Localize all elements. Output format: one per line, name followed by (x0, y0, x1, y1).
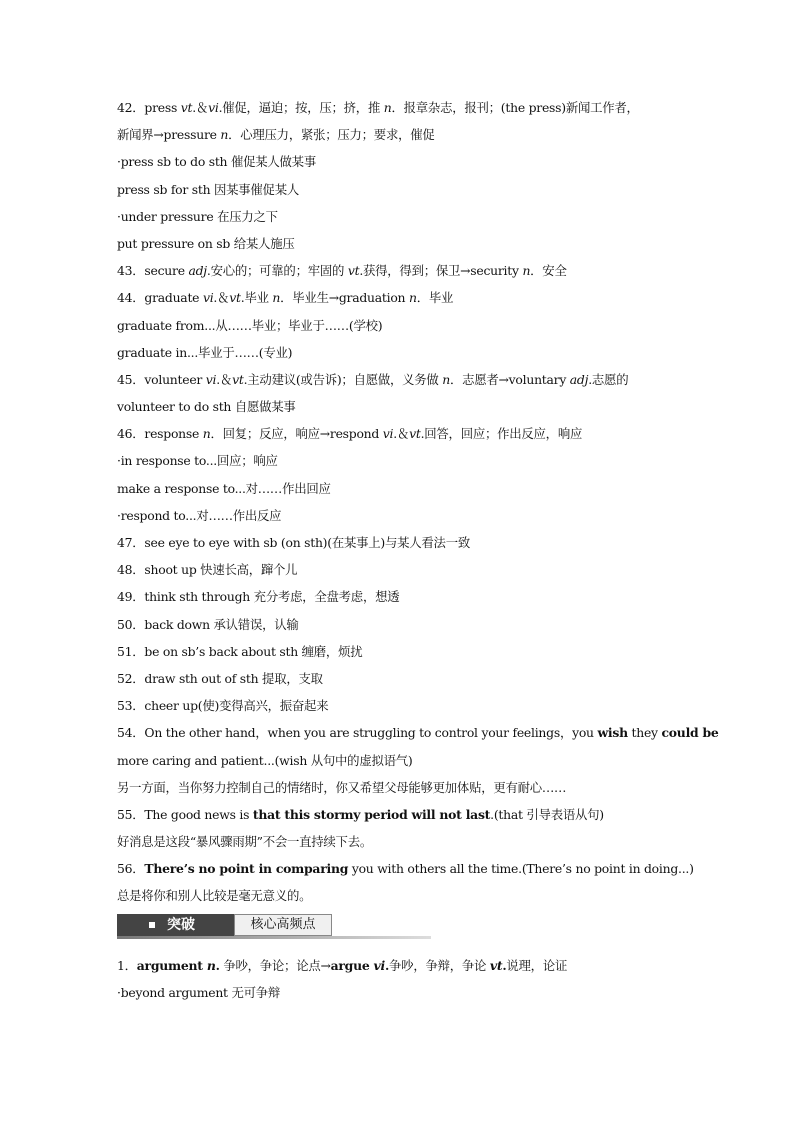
text-line: press sb for sth 因某事催促某人 (117, 181, 299, 197)
core-points-list (117, 952, 687, 1006)
text-line: 44．graduate vi.＆vt.毕业 n．毕业生→graduation n．毕业 (117, 290, 454, 306)
text-line: 56．There’s no point in comparing you with others all the time.(There’s no point in doing...) (117, 861, 694, 877)
text-line: make a response to...对……作出回应 (117, 480, 331, 496)
text-line: 45．volunteer vi.＆vt.主动建议(或告诉)；自愿做，义务做 n．志愿者→voluntary adj.志愿的 (117, 371, 629, 387)
text-line: 另一方面，当你努力控制自己的情绪时，你又希望父母能够更加体贴，更有耐心…… (117, 779, 567, 795)
vocab-list (117, 94, 719, 910)
text-line: 好消息是这段“暴风骤雨期”不会一直持续下去。 (117, 834, 372, 850)
text-line: 54．On the other hand，when you are struggling to control your feelings，you wish they could be (117, 725, 719, 741)
banner-title: 核心高频点 (234, 914, 332, 936)
text-line: 42．press vt.＆vi.催促，逼迫；按，压；挤，推 n．报章杂志，报刊；(the press)新闻工作者， (117, 100, 639, 115)
banner-underline (117, 936, 431, 939)
text-line: ·in response to...回应；响应 (117, 453, 278, 469)
text-line: ·respond to...对……作出反应 (117, 507, 282, 523)
text-line: 47．see eye to eye with sb (on sth)(在某事上)与某人看法一致 (117, 535, 470, 550)
text-line: graduate from...从……毕业；毕业于……(学校) (117, 317, 383, 333)
text-line: put pressure on sb 给某人施压 (117, 235, 295, 251)
text-line: ·under pressure 在压力之下 (117, 208, 278, 224)
text-line: volunteer to do sth 自愿做某事 (117, 399, 296, 415)
text-line: 48．shoot up 快速长高，蹿个儿 (117, 562, 298, 578)
banner-tag (117, 914, 234, 936)
text-line: 总是将你和别人比较是毫无意义的。 (117, 888, 312, 904)
text-line: 55．The good news is that this stormy period will not last.(that 引导表语从句) (117, 806, 604, 822)
text-line: 51．be on sb’s back about sth 缠磨，烦扰 (117, 643, 363, 659)
text-line: 49．think sth through 充分考虑，全盘考虑，想透 (117, 589, 400, 605)
section-banner (117, 914, 431, 936)
text-line: 43．secure adj.安心的；可靠的；牢固的 vt.获得，得到；保卫→security n．安全 (117, 263, 567, 279)
banner-tag-label: 突破 (167, 917, 195, 933)
text-line: 50．back down 承认错误，认输 (117, 616, 299, 632)
text-line: ·beyond argument 无可争辩 (117, 985, 281, 1001)
text-line: graduate in...毕业于……(专业) (117, 344, 293, 360)
text-line: ·press sb to do sth 催促某人做某事 (117, 154, 316, 170)
text-line: 新闻界→pressure n．心理压力，紧张；压力；要求，催促 (117, 127, 435, 143)
text-line: 1．argument n. 争吵，争论；论点→argue vi.争吵，争辩，争论 vt.说理，论证 (117, 958, 568, 973)
text-line: more caring and patient...(wish 从句中的虚拟语气) (117, 752, 413, 768)
square-bullet-icon (149, 922, 155, 928)
text-line: 46．response n．回复；反应，响应→respond vi.＆vt.回答，回应；作出反应，响应 (117, 426, 583, 442)
text-line: 53．cheer up(使)变得高兴，振奋起来 (117, 698, 329, 714)
text-line: 52．draw sth out of sth 提取，支取 (117, 670, 323, 686)
